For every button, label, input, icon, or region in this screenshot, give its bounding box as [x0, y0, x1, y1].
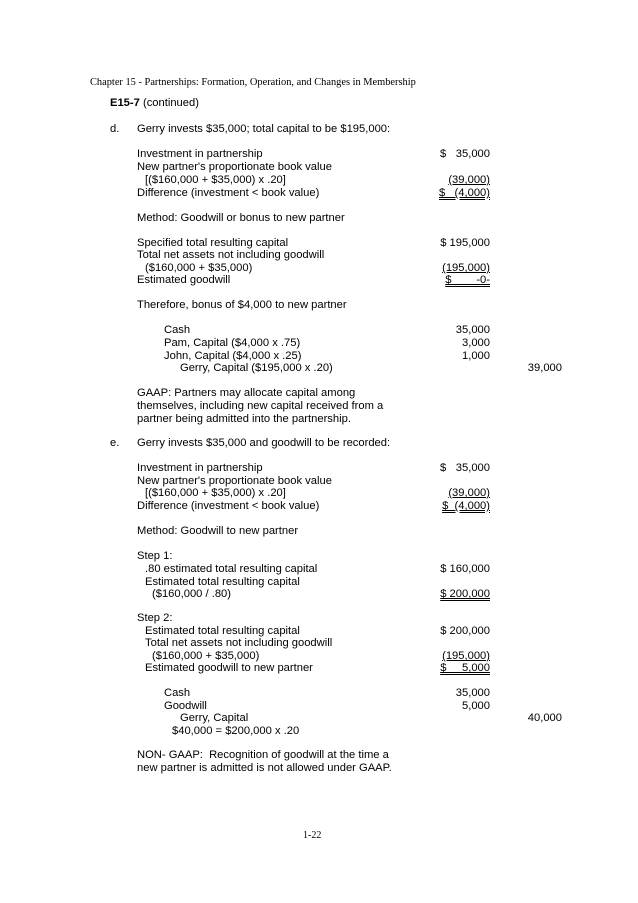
d-journal-debit: 1,000 — [462, 350, 490, 362]
e-investment-value: 35,000 — [455, 462, 490, 474]
e-step2-line3-label: Estimated goodwill to new partner — [145, 662, 313, 674]
d-difference-label: Difference (investment < book value) — [137, 187, 320, 199]
part-d-intro: Gerry invests $35,000; total capital to be $195,000: — [137, 123, 391, 135]
e-step2-line1-label: Estimated total resulting capital — [145, 625, 300, 637]
d-gaap-line: GAAP: Partners may allocate capital among — [137, 387, 356, 399]
e-proportion-label: New partner's proportionate book value — [137, 475, 332, 487]
part-d-label: d. — [110, 123, 120, 135]
d-net-assets-label: Total net assets not including goodwill — [137, 249, 325, 261]
d-specified-label: Specified total resulting capital — [137, 237, 289, 249]
e-journal-account: Cash — [164, 687, 191, 699]
e-difference-value: $ (4,000) — [442, 500, 490, 512]
d-investment-dollar: $ — [440, 148, 447, 160]
exercise-suffix: (continued) — [142, 97, 199, 109]
e-nongaap-line: NON- GAAP: Recognition of goodwill at the time a — [137, 749, 389, 761]
d-proportion-value: (39,000) — [448, 174, 490, 186]
d-proportion-label: New partner's proportionate book value — [137, 161, 332, 173]
e-step2-line2-value: (195,000) — [442, 650, 490, 662]
page-number: 1-22 — [303, 830, 322, 841]
e-step2-title: Step 2: — [137, 612, 173, 624]
e-proportion-value: (39,000) — [448, 487, 490, 499]
e-journal-note: $40,000 = $200,000 x .20 — [172, 725, 300, 737]
e-journal-debit: 5,000 — [462, 700, 490, 712]
e-step1-line2-value: $ 200,000 — [440, 588, 490, 600]
e-step2-line2-label: Total net assets not including goodwill — [145, 637, 333, 649]
e-step1-line1-label: .80 estimated total resulting capital — [145, 563, 318, 575]
e-journal-credit: 40,000 — [527, 712, 562, 724]
d-difference-value: $ (4,000) — [439, 187, 490, 199]
part-e-label: e. — [110, 437, 120, 449]
d-net-assets-calc: ($160,000 + $35,000) — [145, 262, 253, 274]
e-step2-line1-value: $ 200,000 — [440, 625, 490, 637]
d-investment-value: 35,000 — [455, 148, 490, 160]
d-method: Method: Goodwill or bonus to new partner — [137, 212, 345, 224]
d-journal-account: Pam, Capital ($4,000 x .75) — [164, 337, 301, 349]
e-journal-account: Gerry, Capital — [180, 712, 249, 724]
e-difference-label: Difference (investment < book value) — [137, 500, 320, 512]
d-investment-label: Investment in partnership — [137, 148, 263, 160]
d-proportion-calc: [($160,000 + $35,000) x .20] — [145, 174, 286, 186]
d-est-goodwill-value: $ -0- — [445, 274, 490, 286]
e-step2-line3-value: $ 5,000 — [440, 662, 490, 674]
e-step1-line2-calc: ($160,000 / .80) — [152, 588, 231, 600]
d-journal-credit: 39,000 — [527, 362, 562, 374]
page-header: Chapter 15 - Partnerships: Formation, Operation, and Changes in Membership — [90, 77, 416, 88]
e-investment-dollar: $ — [440, 462, 447, 474]
d-gaap-line: themselves, including new capital received from a — [137, 400, 384, 412]
e-journal-account: Goodwill — [164, 700, 207, 712]
d-gaap-line: partner being admitted into the partnership. — [137, 413, 351, 425]
e-journal-debit: 35,000 — [455, 687, 490, 699]
d-net-assets-value: (195,000) — [442, 262, 490, 274]
e-investment-label: Investment in partnership — [137, 462, 263, 474]
d-specified-value: $ 195,000 — [440, 237, 490, 249]
e-step1-line2-label: Estimated total resulting capital — [145, 576, 300, 588]
e-proportion-calc: [($160,000 + $35,000) x .20] — [145, 487, 286, 499]
exercise-number: E15-7 — [110, 97, 140, 109]
d-journal-account: Cash — [164, 324, 191, 336]
e-step2-line2-calc: ($160,000 + $35,000) — [152, 650, 260, 662]
d-therefore: Therefore, bonus of $4,000 to new partner — [137, 299, 347, 311]
e-nongaap-line: new partner is admitted is not allowed under GAAP. — [137, 762, 392, 774]
d-journal-account: John, Capital ($4,000 x .25) — [164, 350, 302, 362]
exercise-title — [110, 97, 199, 110]
d-journal-debit: 35,000 — [455, 324, 490, 336]
e-step1-line1-value: $ 160,000 — [440, 563, 490, 575]
d-journal-debit: 3,000 — [462, 337, 490, 349]
e-method: Method: Goodwill to new partner — [137, 525, 299, 537]
e-step1-title: Step 1: — [137, 550, 173, 562]
part-e-intro: Gerry invests $35,000 and goodwill to be recorded: — [137, 437, 391, 449]
d-est-goodwill-label: Estimated goodwill — [137, 274, 231, 286]
d-journal-account: Gerry, Capital ($195,000 x .20) — [180, 362, 333, 374]
